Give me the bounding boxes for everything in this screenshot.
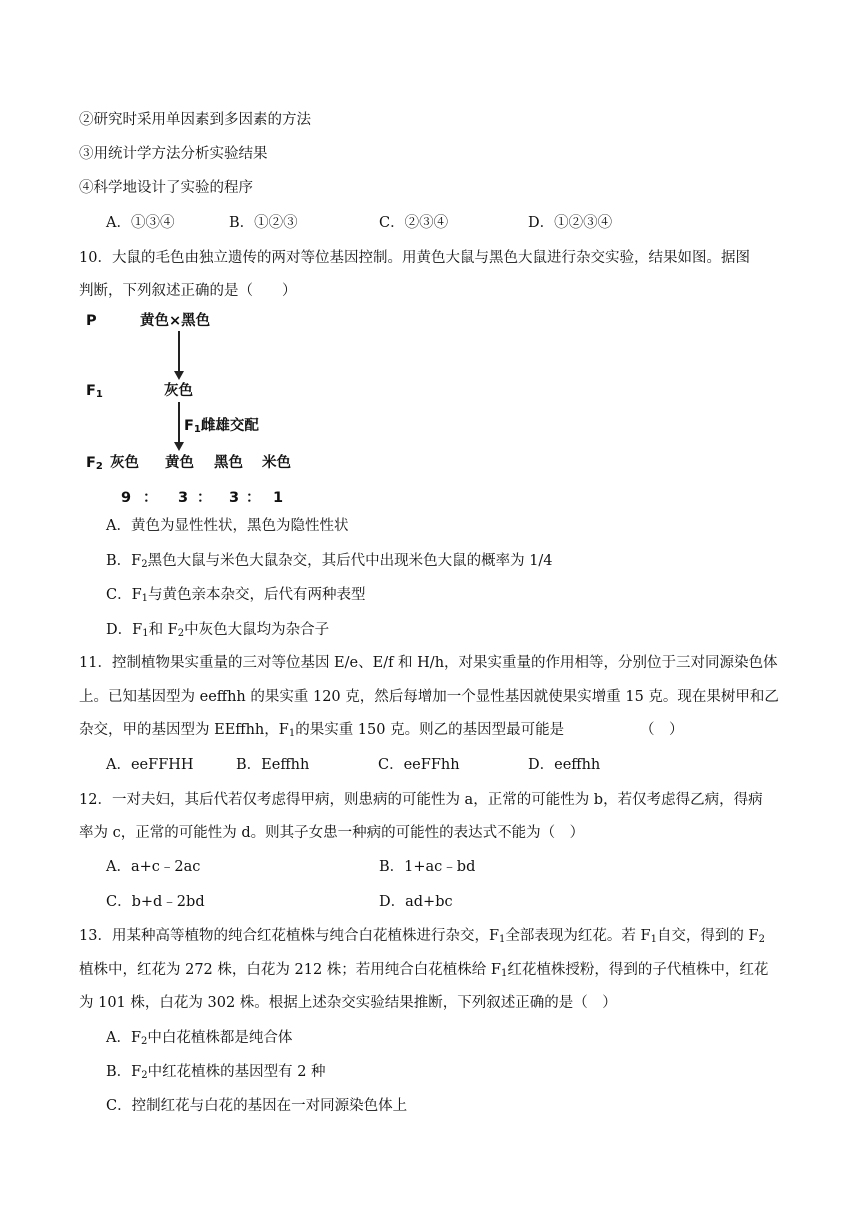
q9-option-b: B．①②③ bbox=[229, 215, 298, 231]
ratio-colon-2: ： bbox=[197, 490, 212, 506]
f2-black: 黑色 bbox=[214, 455, 243, 471]
f2-cream: 米色 bbox=[262, 455, 291, 471]
q13-stem-line1: 13．用某种高等植物的纯合红花植株与纯合白花植株进行杂交，$F_1$全部表现为红花。若 $F_1$自交，得到的 $F_2$ bbox=[79, 928, 765, 945]
arrowhead-f1-to-f2 bbox=[174, 442, 184, 451]
q13-option-c: C．控制红花与白花的基因在一对同源染色体上 bbox=[106, 1098, 408, 1114]
q9-item-2: ②研究时采用单因素到多因素的方法 bbox=[79, 112, 311, 128]
q12-option-d: D．ad+bc bbox=[379, 894, 453, 910]
ratio-1: 1 bbox=[273, 490, 284, 506]
q10-option-c: C．$F_1$与黄色亲本杂交，后代有两种表型 bbox=[106, 587, 366, 604]
q9-option-a: A．①③④ bbox=[106, 215, 175, 231]
q12-option-c: C．b+d﹣2bd bbox=[106, 894, 205, 910]
q10-option-a: A．黄色为显性性状，黑色为隐性性状 bbox=[106, 518, 349, 534]
q13-option-b: B．$F_2$中红花植株的基因型有 2 种 bbox=[106, 1064, 326, 1081]
f1-phenotype: 灰色 bbox=[164, 383, 193, 399]
q9-option-d: D．①②③④ bbox=[528, 215, 613, 231]
q13-stem-line2: 植株中，红花为 272 株，白花为 212 株；若用纯合白花植株给 $F_1$红花植株授粉，得到的子代植株中，红花 bbox=[79, 962, 769, 979]
q11-option-c: C．eeFFhh bbox=[378, 757, 460, 773]
q12-stem-line1: 12．一对夫妇，其后代若仅考虑得甲病，则患病的可能性为 a，正常的可能性为 b，若仅考虑得乙病，得病 bbox=[79, 792, 763, 808]
q10-option-d: D．$F_1$和 $F_2$中灰色大鼠均为杂合子 bbox=[106, 622, 330, 639]
generation-f1-label: $F_1$ bbox=[86, 383, 103, 400]
q11-option-a: A．eeFFHH bbox=[106, 757, 194, 773]
ratio-3a: 3 bbox=[178, 490, 189, 506]
ratio-colon-1: ： bbox=[143, 490, 158, 506]
f2-gray: 灰色 bbox=[110, 455, 139, 471]
q9-option-c: C．②③④ bbox=[379, 215, 449, 231]
ratio-colon-3: ： bbox=[246, 490, 261, 506]
q12-option-a: A．a+c﹣2ac bbox=[106, 859, 201, 875]
q13-option-a: A．$F_2$中白花植株都是纯合体 bbox=[106, 1030, 293, 1047]
arrow-f1-to-f2 bbox=[178, 402, 180, 444]
q9-item-4: ④科学地设计了实验的程序 bbox=[79, 180, 253, 196]
q10-stem-line2: 判断，下列叙述正确的是（ ） bbox=[79, 283, 297, 299]
q11-answer-paren: （ ） bbox=[640, 722, 684, 738]
q11-stem-line1: 11．控制植物果实重量的三对等位基因 E/e、E/f 和 H/h，对果实重量的作用相等，分别位于三对同源染色体 bbox=[79, 655, 778, 671]
q10-stem-line1: 10．大鼠的毛色由独立遗传的两对等位基因控制。用黄色大鼠与黑色大鼠进行杂交实验，结果如图。据图 bbox=[79, 250, 750, 266]
generation-p-label: P bbox=[86, 313, 97, 329]
q11-option-b: B．Eeffhh bbox=[236, 757, 310, 773]
ratio-9: 9 bbox=[121, 490, 132, 506]
q9-item-3: ③用统计学方法分析实验结果 bbox=[79, 146, 268, 162]
arrowhead-p-to-f1 bbox=[174, 371, 184, 380]
ratio-3b: 3 bbox=[229, 490, 240, 506]
q11-option-d: D．eeffhh bbox=[528, 757, 601, 773]
f1-mating-label: $F_1$雌雄交配 bbox=[184, 418, 259, 435]
q10-option-b: B．$F_2$黑色大鼠与米色大鼠杂交，其后代中出现米色大鼠的概率为 1/4 bbox=[106, 553, 553, 570]
q13-stem-line3: 为 101 株，白花为 302 株。根据上述杂交实验结果推断，下列叙述正确的是（ ） bbox=[79, 995, 617, 1011]
f2-yellow: 黄色 bbox=[165, 455, 194, 471]
q12-stem-line2: 率为 c，正常的可能性为 d。则其子女患一种病的可能性的表达式不能为（ ） bbox=[79, 825, 585, 841]
q11-stem-line3: 杂交，甲的基因型为 EEffhh，$F_1$的果实重 150 克。则乙的基因型最可能是 bbox=[79, 722, 565, 739]
generation-f2-label: $F_2$ bbox=[86, 455, 103, 472]
p-cross-text: 黄色×黑色 bbox=[140, 313, 211, 329]
q11-stem-line2: 上。已知基因型为 eeffhh 的果实重 120 克，然后每增加一个显性基因就使果实增重 15 克。现在果树甲和乙 bbox=[79, 689, 779, 705]
arrow-p-to-f1 bbox=[178, 331, 180, 373]
q12-option-b: B．1+ac﹣bd bbox=[379, 859, 476, 875]
